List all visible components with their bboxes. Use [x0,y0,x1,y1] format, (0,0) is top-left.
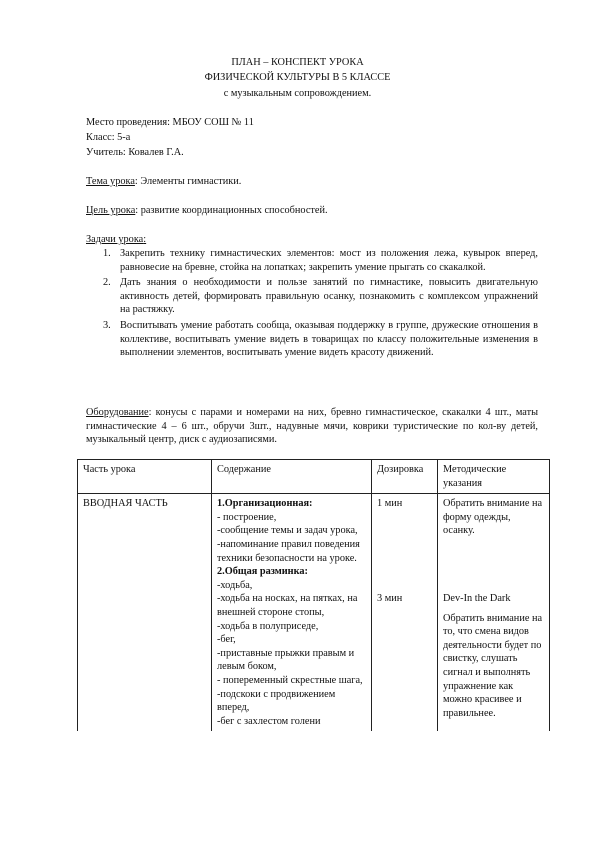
content-line: -сообщение темы и задач урока, [217,525,358,537]
column-header-dosage: Дозировка [372,460,438,494]
tasks-heading-colon: : [143,234,147,245]
lesson-goal [86,204,328,218]
lesson-goal-text: : развитие координационных способностей. [135,205,328,216]
doc-title-line-1: ПЛАН – КОНСПЕКТ УРОКА [231,57,364,68]
meta-class: Класс: 5-а [86,132,131,143]
dosage-organizational: 1 мин [377,498,403,510]
tasks-list [103,247,538,362]
content-line: - построение, [217,511,277,523]
doc-subtitle: с музыкальным сопровождением. [223,88,372,99]
content-line: -бег, [217,634,236,646]
list-item-text: Воспитывать умение работать сообща, оказывая поддержку в группе, дружеские отношения в коллективе, воспитывать умение видеть в товарищах по классу положительные изменения в выполнении элементов, воспитывать умение видеть красоту движений. [120,319,538,359]
content-line: -подскоки с продвижением вперед, [217,688,336,714]
equipment-paragraph [86,406,538,447]
meta-teacher: Учитель: Ковалев Г.А. [86,147,184,158]
method-notes-cell [438,494,550,732]
list-item [103,247,538,274]
content-cell [212,494,372,732]
content-line: -ходьба в полуприседе, [217,620,319,632]
content-line: -напоминание правил поведения техники безопасности на уроке. [217,538,360,564]
equipment-label: Оборудование [86,407,149,418]
list-item [103,319,538,360]
equipment-text: : конусы с парами и номерами на них, бревно гимнастическое, скакалки 4 шт., маты гимнастические 4 – 6 шт., обручи 3шт., надувные мячи, коврики туристические по кол-ву детей, музыкальный центр, диск с аудиозаписями. [86,407,538,446]
column-header-content: Содержание [212,460,372,494]
list-item-text: Дать знания о необходимости и пользе занятий по гимнастике, повысить двигательную активность детей, формировать правильную осанку, познакомить с комплексом упражнений на растяжку. [120,277,538,316]
list-item-text: Закрепить технику гимнастических элементов: мост из положения лежа, кувырок вперед, равновесие на бревне, стойка на лопатках; закрепить умение прыгать со скакалкой. [120,248,538,273]
method-note-whistle: Обратить внимание на то, что смена видов деятельности будет по свистку, слушать сигнал и выполнять упражнение как можно красивее и правильнее. [443,612,543,719]
lesson-part-cell: ВВОДНАЯ ЧАСТЬ [78,494,212,732]
notes-spacer [443,538,544,592]
content-line: -ходьба на носках, на пятках, на внешней стороне стопы, [217,593,358,618]
list-item-number: 2. [103,277,111,289]
column-header-method-notes: Методические указания [438,460,550,494]
content-line: - попеременный скрестные шага, [217,674,363,686]
lesson-topic-label: Тема урока [86,176,135,187]
lesson-topic [86,175,241,189]
music-track-name: Dev-In the Dark [443,592,511,604]
lesson-topic-text: : Элементы гимнастики. [134,176,242,187]
content-line: -ходьба, [217,579,253,591]
list-item [103,276,538,317]
meta-place: Место проведения: МБОУ СОШ № 11 [86,117,254,128]
table-header-row [78,460,550,494]
dosage-spacer [377,511,432,592]
list-item-number: 3. [103,319,111,331]
column-header-part: Часть урока [78,460,212,494]
content-line: -бег с захлестом голени [217,715,321,727]
table-row [78,494,550,732]
tasks-heading [86,233,146,247]
content-line: -приставные прыжки правым и левым боком, [217,647,355,673]
lesson-goal-label: Цель урока [86,205,136,216]
dosage-warmup: 3 мин [377,592,403,604]
lesson-plan-table [77,459,550,731]
doc-title-line-2: ФИЗИЧЕСКОЙ КУЛЬТУРЫ В 5 КЛАССЕ [204,72,391,83]
section-title-organizational: 1.Организационная: [217,498,313,510]
section-title-warmup: 2.Общая разминка: [217,566,308,578]
method-note-uniform: Обратить внимание на форму одежды, осанку. [443,498,543,537]
tasks-heading-label: Задачи урока [86,234,144,245]
list-item-number: 1. [103,248,111,259]
dosage-cell [372,494,438,732]
